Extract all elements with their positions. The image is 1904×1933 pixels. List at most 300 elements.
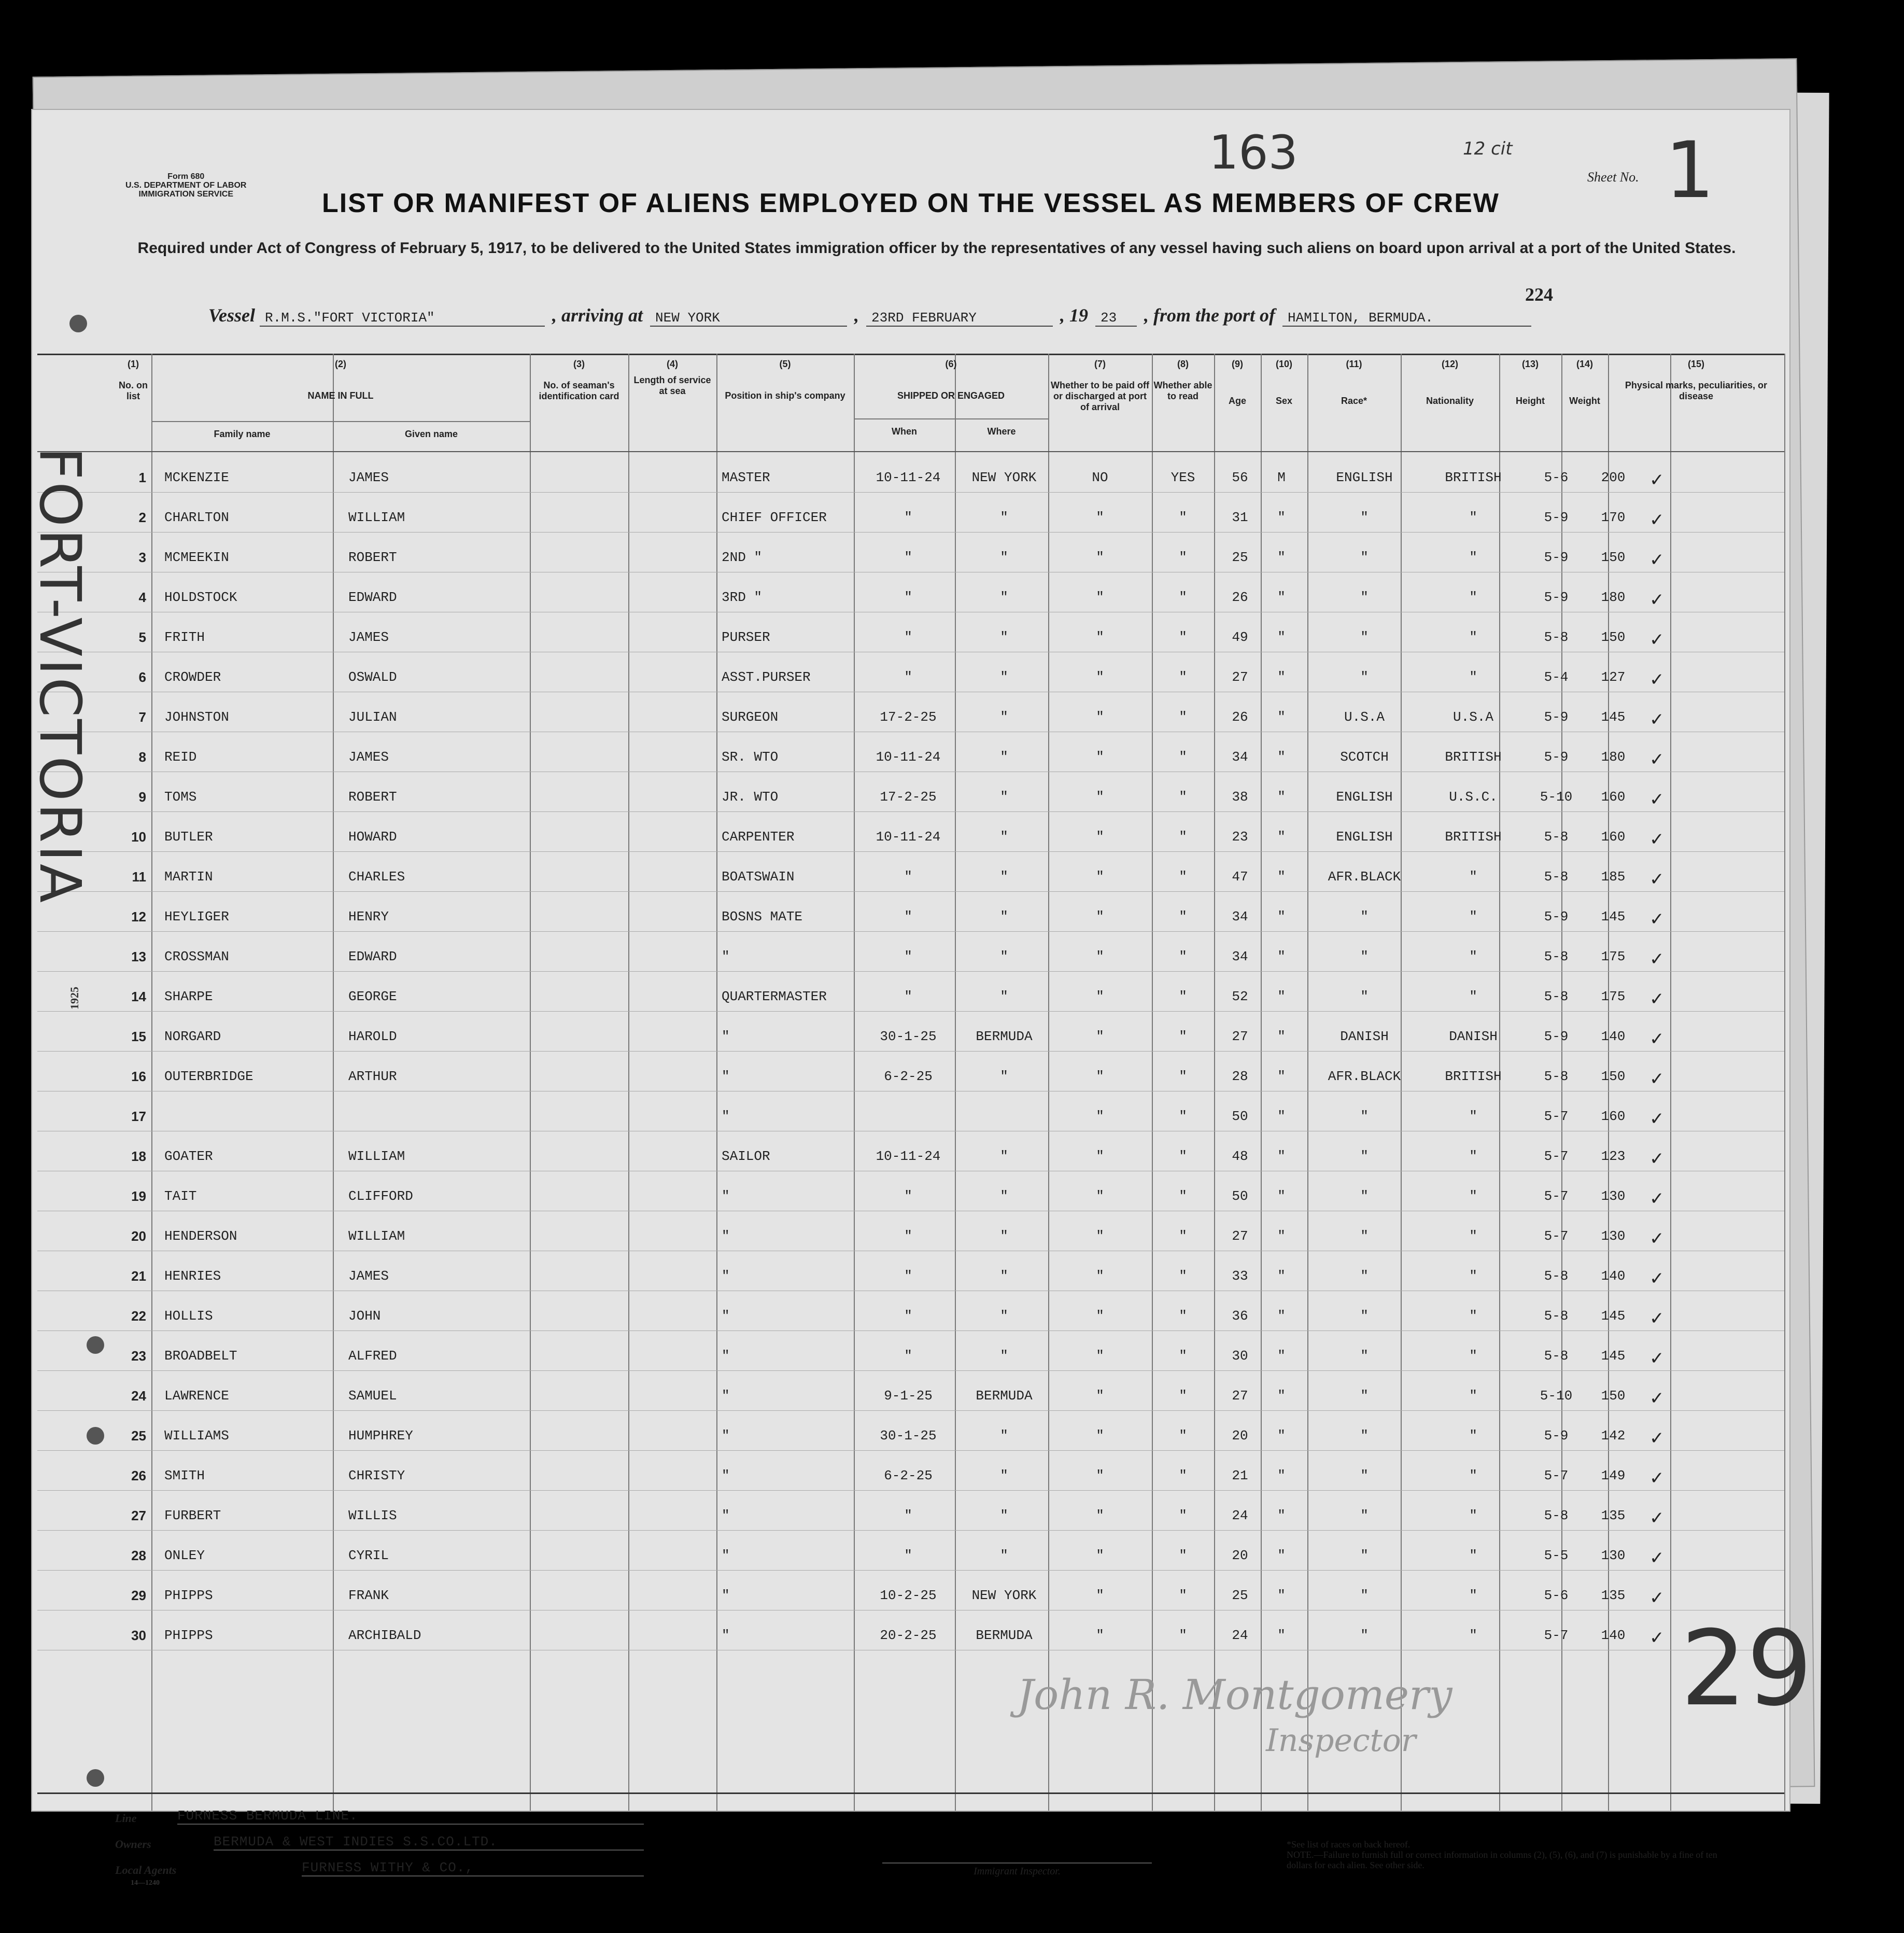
family-name: SMITH: [164, 1468, 205, 1483]
family-name: REID: [164, 749, 197, 765]
given-name: EDWARD: [348, 590, 397, 605]
nationality: ": [1469, 550, 1477, 565]
paid-off: ": [1096, 1468, 1104, 1483]
shipped-where: ": [1000, 669, 1008, 685]
race: ": [1360, 1388, 1369, 1404]
nationality: ": [1469, 1109, 1477, 1124]
able-to-read: ": [1179, 1508, 1187, 1523]
height: 5-8: [1544, 869, 1569, 885]
height: 5-9: [1544, 1029, 1569, 1044]
able-to-read: ": [1179, 1588, 1187, 1603]
nationality: BRITISH: [1445, 749, 1502, 765]
family-name: TOMS: [164, 789, 197, 805]
given-name: JOHN: [348, 1308, 381, 1324]
shipped-when: 30-1-25: [880, 1029, 937, 1044]
sheet-number: 1: [1665, 125, 1715, 216]
race: AFR.BLACK: [1328, 869, 1401, 885]
given-name: ARTHUR: [348, 1069, 397, 1084]
table-row: [37, 891, 1784, 932]
row-number: 11: [132, 869, 146, 885]
race: SCOTCH: [1340, 749, 1389, 765]
row-number: 20: [131, 1228, 146, 1244]
paid-off: ": [1096, 1188, 1104, 1204]
sex: ": [1277, 1308, 1286, 1324]
family-name: PHIPPS: [164, 1628, 213, 1643]
shipped-when: 30-1-25: [880, 1428, 937, 1444]
paid-off: ": [1096, 669, 1104, 685]
nationality: ": [1469, 1308, 1477, 1324]
family-name: BROADBELT: [164, 1348, 237, 1364]
weight: 135: [1601, 1508, 1626, 1523]
from-port-label: , from the port of: [1144, 305, 1276, 326]
row-number: 21: [131, 1268, 146, 1284]
shipped-where: ": [1000, 749, 1008, 765]
footer-line-label: Line: [115, 1812, 137, 1825]
check-mark-icon: ✓: [1649, 1069, 1665, 1089]
table-row: [37, 1051, 1784, 1091]
height: 5-9: [1544, 909, 1569, 925]
row-number: 13: [131, 949, 146, 964]
table-row: [37, 1211, 1784, 1251]
weight: 150: [1601, 1069, 1626, 1084]
weight: 145: [1601, 709, 1626, 725]
header-family-name: Family name: [214, 429, 271, 439]
sex: ": [1277, 1468, 1286, 1483]
shipped-where: ": [1000, 1069, 1008, 1084]
shipped-when: 20-2-25: [880, 1628, 937, 1643]
crew-table: [37, 354, 1784, 1811]
races-note: *See list of races on back hereof.: [1287, 1839, 1411, 1850]
nationality: ": [1469, 1548, 1477, 1563]
able-to-read: ": [1179, 1428, 1187, 1444]
header-where: Where: [987, 426, 1016, 437]
family-name: CHARLTON: [164, 510, 229, 525]
row-number: 25: [131, 1428, 146, 1444]
height: 5-10: [1540, 789, 1573, 805]
form-number: Form 680: [167, 172, 205, 181]
able-to-read: ": [1179, 1188, 1187, 1204]
height: 5-8: [1544, 1308, 1569, 1324]
footer-notes: [1287, 1839, 1743, 1870]
row-number: 3: [138, 550, 146, 565]
position: JR. WTO: [722, 789, 779, 805]
table-row: [37, 1610, 1784, 1650]
check-mark-icon: ✓: [1649, 1348, 1665, 1369]
age: 52: [1232, 989, 1248, 1004]
given-name: GEORGE: [348, 989, 397, 1004]
weight: 150: [1601, 1388, 1626, 1404]
age: 34: [1232, 909, 1248, 925]
shipped-where: NEW YORK: [971, 470, 1037, 485]
age: 31: [1232, 510, 1248, 525]
shipped-where: ": [1000, 909, 1008, 925]
shipped-where: NEW YORK: [971, 1588, 1037, 1603]
service-name: IMMIGRATION SERVICE: [138, 190, 233, 199]
row-number: 23: [131, 1348, 146, 1364]
shipped-when: 10-11-24: [876, 829, 941, 845]
check-mark-icon: ✓: [1649, 829, 1665, 850]
paid-off: ": [1096, 829, 1104, 845]
able-to-read: ": [1179, 1228, 1187, 1244]
position: ": [722, 1188, 730, 1204]
header-service-length: (4) Length of service at sea: [633, 359, 711, 396]
position: MASTER: [722, 470, 770, 485]
shipped-where: ": [1000, 1348, 1008, 1364]
family-name: HEYLIGER: [164, 909, 229, 925]
shipped-when: ": [904, 1228, 912, 1244]
table-row: [37, 692, 1784, 732]
race: ": [1360, 629, 1369, 645]
shipped-when: ": [904, 1188, 912, 1204]
shipped-where: ": [1000, 1148, 1008, 1164]
weight: 140: [1601, 1268, 1626, 1284]
race: ": [1360, 1428, 1369, 1444]
given-name: CYRIL: [348, 1548, 389, 1563]
given-name: JAMES: [348, 629, 389, 645]
family-name: WILLIAMS: [164, 1428, 229, 1444]
sex: ": [1277, 550, 1286, 565]
weight: 150: [1601, 550, 1626, 565]
check-mark-icon: ✓: [1649, 989, 1665, 1010]
position: BOATSWAIN: [722, 869, 795, 885]
race: ": [1360, 1188, 1369, 1204]
paid-off: ": [1096, 1148, 1104, 1164]
position: ": [722, 1428, 730, 1444]
height: 5-8: [1544, 1069, 1569, 1084]
height: 5-7: [1544, 1628, 1569, 1643]
age: 36: [1232, 1308, 1248, 1324]
height: 5-6: [1544, 1588, 1569, 1603]
race: ": [1360, 989, 1369, 1004]
sex: ": [1277, 789, 1286, 805]
paid-off: ": [1096, 1388, 1104, 1404]
position: ": [722, 1388, 730, 1404]
race: DANISH: [1340, 1029, 1389, 1044]
age: 21: [1232, 1468, 1248, 1483]
given-name: ARCHIBALD: [348, 1628, 421, 1643]
handwritten-number: 163: [1209, 125, 1298, 180]
header-nationality: (12) Nationality: [1426, 359, 1474, 406]
footer-owners-label: Owners: [115, 1838, 151, 1851]
given-name: HUMPHREY: [348, 1428, 413, 1444]
header-sex: (10) Sex: [1275, 359, 1293, 406]
shipped-where: ": [1000, 550, 1008, 565]
able-to-read: ": [1179, 1148, 1187, 1164]
age: 23: [1232, 829, 1248, 845]
check-mark-icon: ✓: [1649, 1628, 1665, 1648]
able-to-read: ": [1179, 669, 1187, 685]
shipped-where: ": [1000, 1308, 1008, 1324]
header-name: (2) NAME IN FULL: [307, 359, 374, 401]
race: ": [1360, 909, 1369, 925]
given-name: EDWARD: [348, 949, 397, 964]
family-name: LAWRENCE: [164, 1388, 229, 1404]
nationality: ": [1469, 669, 1477, 685]
row-number: 27: [131, 1508, 146, 1523]
row-number: 24: [131, 1388, 146, 1404]
check-mark-icon: ✓: [1649, 590, 1665, 610]
inspector-signature-title: Inspector: [1266, 1722, 1416, 1759]
weight: 160: [1601, 789, 1626, 805]
row-number: 29: [131, 1588, 146, 1603]
row-number: 1: [138, 470, 146, 485]
nationality: ": [1469, 1628, 1477, 1643]
table-row: [37, 1410, 1784, 1451]
height: 5-9: [1544, 749, 1569, 765]
row-number: 10: [131, 829, 146, 845]
row-number: 16: [131, 1069, 146, 1084]
shipped-where: ": [1000, 1188, 1008, 1204]
family-name: BUTLER: [164, 829, 213, 845]
check-mark-icon: ✓: [1649, 1268, 1665, 1289]
position: 3RD ": [722, 590, 763, 605]
shipped-where: BERMUDA: [976, 1029, 1033, 1044]
vessel-name: R.M.S."FORT VICTORIA": [260, 310, 545, 327]
shipped-where: ": [1000, 789, 1008, 805]
table-row: [37, 971, 1784, 1012]
age: 50: [1232, 1109, 1248, 1124]
shipped-when: ": [904, 1508, 912, 1523]
sex: ": [1277, 1548, 1286, 1563]
weight: 180: [1601, 590, 1626, 605]
able-to-read: ": [1179, 1308, 1187, 1324]
age: 30: [1232, 1348, 1248, 1364]
weight: 140: [1601, 1628, 1626, 1643]
height: 5-10: [1540, 1388, 1573, 1404]
sex: ": [1277, 669, 1286, 685]
position: ASST.PURSER: [722, 669, 811, 685]
check-mark-icon: ✓: [1649, 1468, 1665, 1489]
check-mark-icon: ✓: [1649, 629, 1665, 650]
check-mark-icon: ✓: [1649, 550, 1665, 570]
shipped-where: ": [1000, 510, 1008, 525]
shipped-when: 6-2-25: [884, 1468, 933, 1483]
given-name: CHARLES: [348, 869, 405, 885]
table-row: [37, 1570, 1784, 1610]
position: ": [722, 1109, 730, 1124]
row-number: 26: [131, 1468, 146, 1483]
row-number: 2: [138, 510, 146, 525]
able-to-read: ": [1179, 1348, 1187, 1364]
race: ": [1360, 949, 1369, 964]
family-name: FRITH: [164, 629, 205, 645]
row-number: 15: [131, 1029, 146, 1044]
sex: ": [1277, 1069, 1286, 1084]
able-to-read: ": [1179, 869, 1187, 885]
shipped-when: 10-11-24: [876, 470, 941, 485]
able-to-read: ": [1179, 909, 1187, 925]
able-to-read: ": [1179, 1468, 1187, 1483]
table-row: [37, 1251, 1784, 1291]
given-name: SAMUEL: [348, 1388, 397, 1404]
given-name: HOWARD: [348, 829, 397, 845]
table-row: [37, 811, 1784, 852]
check-mark-icon: ✓: [1649, 1548, 1665, 1568]
race: ": [1360, 1109, 1369, 1124]
weight: 160: [1601, 829, 1626, 845]
table-row: [37, 1450, 1784, 1491]
height: 5-8: [1544, 829, 1569, 845]
weight: 145: [1601, 1308, 1626, 1324]
handwritten-total: 29: [1681, 1608, 1813, 1729]
header-height: (13) Height: [1516, 359, 1545, 406]
weight: 150: [1601, 629, 1626, 645]
able-to-read: ": [1179, 1069, 1187, 1084]
family-name: FURBERT: [164, 1508, 221, 1523]
position: ": [722, 1029, 730, 1044]
check-mark-icon: ✓: [1649, 949, 1665, 970]
paid-off: ": [1096, 510, 1104, 525]
table-row: [37, 1171, 1784, 1211]
race: ": [1360, 669, 1369, 685]
age: 24: [1232, 1628, 1248, 1643]
table-row: [37, 492, 1784, 533]
nationality: BRITISH: [1445, 1069, 1502, 1084]
sex: ": [1277, 629, 1286, 645]
race: ": [1360, 1588, 1369, 1603]
arrival-year: 23: [1095, 310, 1137, 327]
weight: 127: [1601, 669, 1626, 685]
check-mark-icon: ✓: [1649, 869, 1665, 890]
table-row: [37, 1131, 1784, 1171]
position: 2ND ": [722, 550, 763, 565]
table-row: [37, 1291, 1784, 1331]
given-name: CHRISTY: [348, 1468, 405, 1483]
shipped-when: ": [904, 550, 912, 565]
footer-owners-value: BERMUDA & WEST INDIES S.S.CO.LTD.: [214, 1834, 644, 1851]
weight: 180: [1601, 749, 1626, 765]
check-mark-icon: ✓: [1649, 1109, 1665, 1129]
age: 27: [1232, 1029, 1248, 1044]
paid-off: ": [1096, 550, 1104, 565]
sex: ": [1277, 1388, 1286, 1404]
family-name: CROSSMAN: [164, 949, 229, 964]
position: ": [722, 1588, 730, 1603]
header-given-name: Given name: [404, 429, 458, 439]
height: 5-8: [1544, 629, 1569, 645]
nationality: ": [1469, 629, 1477, 645]
race: ": [1360, 1268, 1369, 1284]
family-name: PHIPPS: [164, 1588, 213, 1603]
shipped-when: ": [904, 909, 912, 925]
paid-off: ": [1096, 1069, 1104, 1084]
table-row: [37, 1011, 1784, 1052]
sex: ": [1277, 1628, 1286, 1643]
table-row: [37, 1490, 1784, 1531]
shipped-where: ": [1000, 869, 1008, 885]
paid-off: ": [1096, 909, 1104, 925]
height: 5-5: [1544, 1548, 1569, 1563]
nationality: ": [1469, 1428, 1477, 1444]
header-when: When: [892, 426, 917, 437]
height: 5-7: [1544, 1109, 1569, 1124]
paid-off: ": [1096, 1588, 1104, 1603]
check-mark-icon: ✓: [1649, 749, 1665, 770]
age: 56: [1232, 470, 1248, 485]
check-mark-icon: ✓: [1649, 789, 1665, 810]
paid-off: ": [1096, 590, 1104, 605]
table-row: [37, 1091, 1784, 1131]
handwritten-vessel-name: FORT-VICTORIA: [27, 447, 93, 905]
nationality: ": [1469, 869, 1477, 885]
paid-off: ": [1096, 949, 1104, 964]
shipped-when: 6-2-25: [884, 1069, 933, 1084]
able-to-read: YES: [1170, 470, 1195, 485]
row-number: 30: [131, 1628, 146, 1643]
race: ": [1360, 1148, 1369, 1164]
given-name: WILLIAM: [348, 1148, 405, 1164]
race: ENGLISH: [1336, 470, 1393, 485]
header-no: (1) No. on list: [119, 359, 148, 401]
paid-off: ": [1096, 869, 1104, 885]
shipped-where: BERMUDA: [976, 1388, 1033, 1404]
position: PURSER: [722, 629, 770, 645]
sex: ": [1277, 1029, 1286, 1044]
age: 24: [1232, 1508, 1248, 1523]
given-name: FRANK: [348, 1588, 389, 1603]
family-name: MCKENZIE: [164, 470, 229, 485]
shipped-where: ": [1000, 1428, 1008, 1444]
shipped-when: ": [904, 1308, 912, 1324]
check-mark-icon: ✓: [1649, 1188, 1665, 1209]
position: CARPENTER: [722, 829, 795, 845]
paid-off: ": [1096, 1508, 1104, 1523]
given-name: JAMES: [348, 1268, 389, 1284]
position: QUARTERMASTER: [722, 989, 827, 1004]
race: AFR.BLACK: [1328, 1069, 1401, 1084]
shipped-when: ": [904, 510, 912, 525]
race: ENGLISH: [1336, 789, 1393, 805]
nationality: U.S.A: [1452, 709, 1493, 725]
shipped-where: ": [1000, 590, 1008, 605]
sex: ": [1277, 1508, 1286, 1523]
position: ": [722, 1348, 730, 1364]
sex: ": [1277, 989, 1286, 1004]
row-number: 4: [138, 590, 146, 605]
race: ": [1360, 1348, 1369, 1364]
row-number: 5: [138, 629, 146, 645]
footer-agents-label: Local Agents: [115, 1864, 177, 1876]
position: ": [722, 1628, 730, 1643]
check-mark-icon: ✓: [1649, 510, 1665, 530]
sex: ": [1277, 590, 1286, 605]
nationality: ": [1469, 1148, 1477, 1164]
race: ": [1360, 550, 1369, 565]
weight: 175: [1601, 989, 1626, 1004]
height: 5-8: [1544, 1348, 1569, 1364]
table-row: [37, 1370, 1784, 1411]
nationality: ": [1469, 949, 1477, 964]
height: 5-7: [1544, 1148, 1569, 1164]
age: 27: [1232, 1388, 1248, 1404]
family-name: ONLEY: [164, 1548, 205, 1563]
age: 34: [1232, 949, 1248, 964]
age: 27: [1232, 1228, 1248, 1244]
nationality: ": [1469, 1188, 1477, 1204]
position: ": [722, 1548, 730, 1563]
weight: 170: [1601, 510, 1626, 525]
height: 5-4: [1544, 669, 1569, 685]
nationality: ": [1469, 510, 1477, 525]
shipped-where: ": [1000, 1268, 1008, 1284]
height: 5-9: [1544, 510, 1569, 525]
family-name: GOATER: [164, 1148, 213, 1164]
race: ": [1360, 510, 1369, 525]
sex: ": [1277, 949, 1286, 964]
row-number: 14: [131, 989, 146, 1004]
table-row: [37, 1530, 1784, 1571]
footer-form-code: 14—1240: [131, 1879, 160, 1887]
